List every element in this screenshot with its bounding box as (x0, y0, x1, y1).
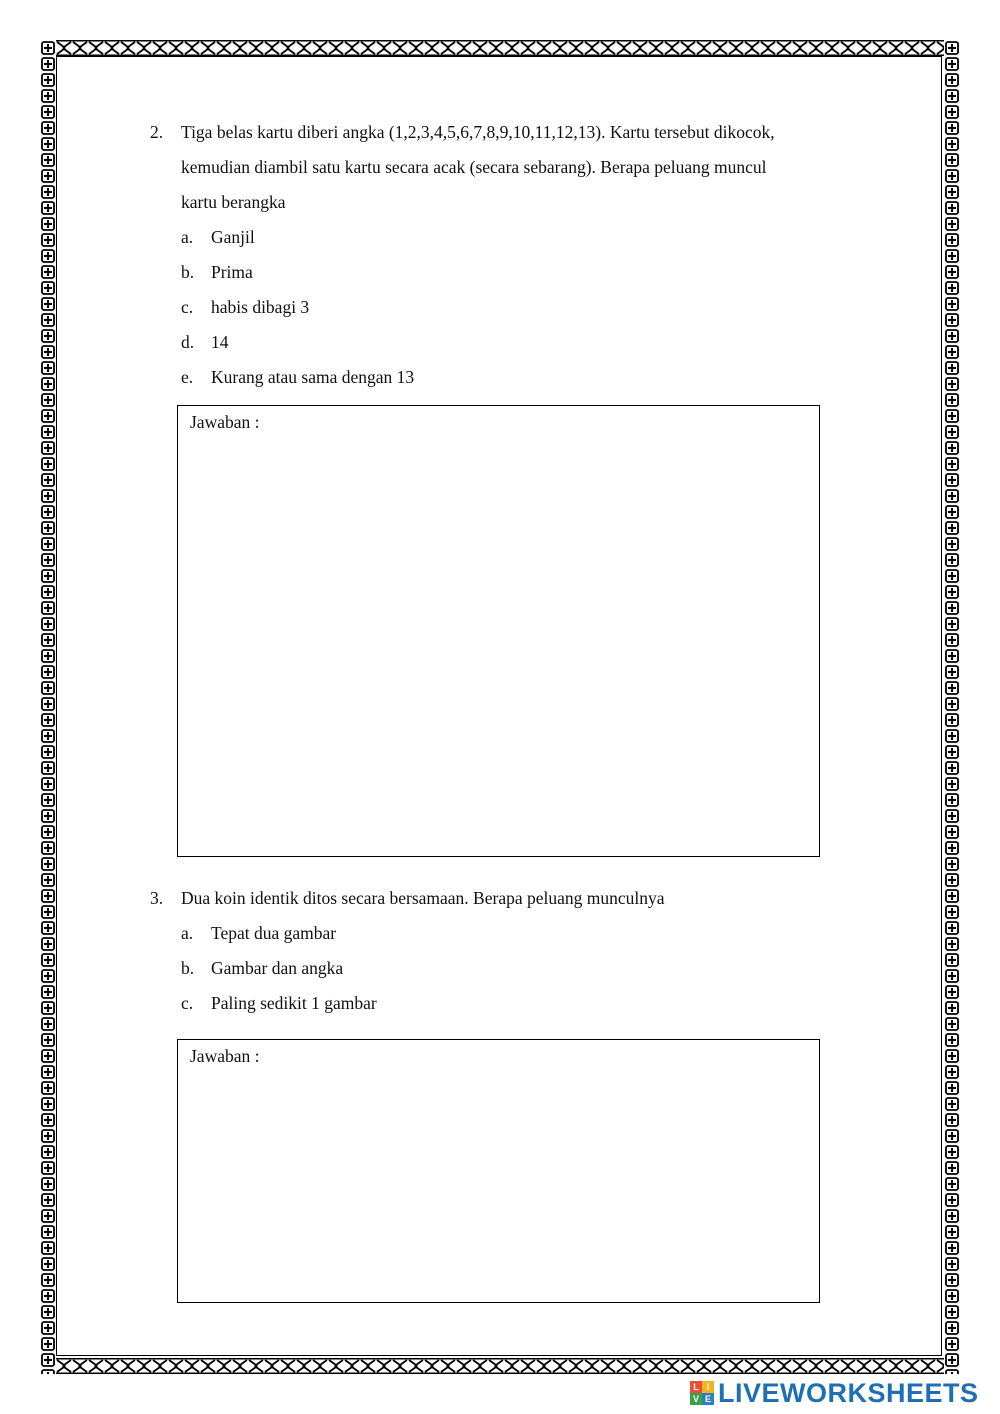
option-letter: a. (181, 923, 194, 943)
logo-letter: V (690, 1393, 702, 1405)
option-letter: b. (181, 958, 195, 978)
answer-label: Jawaban : (190, 412, 260, 432)
answer-box-question-2[interactable] (177, 405, 820, 857)
option-text: 14 (211, 332, 229, 352)
decorative-border-top (40, 40, 960, 56)
brand-name: LIVEWORKSHEETS (718, 1377, 979, 1408)
question-text-line: kemudian diambil satu kartu secara acak (secara sebarang). Berapa peluang muncul (181, 157, 767, 177)
decorative-border-left (40, 40, 56, 1374)
question-text-line: Tiga belas kartu diberi angka (1,2,3,4,5,6,7,8,9,10,11,12,13). Kartu tersebut dikocok, (181, 122, 775, 142)
answer-box-question-3[interactable] (177, 1039, 820, 1303)
option-text: Paling sedikit 1 gambar (211, 993, 377, 1013)
answer-label: Jawaban : (190, 1046, 260, 1066)
option-letter: a. (181, 227, 194, 247)
option-letter: c. (181, 993, 194, 1013)
decorative-border-bottom (40, 1358, 960, 1374)
question-text-line: kartu berangka (181, 192, 286, 212)
option-text: habis dibagi 3 (211, 297, 310, 317)
logo-letter: L (690, 1381, 702, 1393)
option-letter: b. (181, 262, 195, 282)
option-text: Tepat dua gambar (211, 923, 337, 943)
option-letter: e. (181, 367, 194, 387)
question-text-line: Dua koin identik ditos secara bersamaan. Berapa peluang munculnya (181, 888, 665, 908)
option-text: Kurang atau sama dengan 13 (211, 367, 415, 387)
option-text: Gambar dan angka (211, 958, 344, 978)
liveworksheets-logo[interactable] (690, 1378, 979, 1408)
option-text: Prima (211, 262, 253, 282)
option-text: Ganjil (211, 227, 255, 247)
logo-letter: I (702, 1381, 714, 1393)
question-number: 2. (150, 122, 164, 142)
liveworksheets-logo-icon (690, 1381, 714, 1405)
logo-letter: E (702, 1393, 714, 1405)
option-letter: c. (181, 297, 194, 317)
decorative-border-right (944, 40, 960, 1374)
option-letter: d. (181, 332, 195, 352)
question-number: 3. (150, 888, 164, 908)
